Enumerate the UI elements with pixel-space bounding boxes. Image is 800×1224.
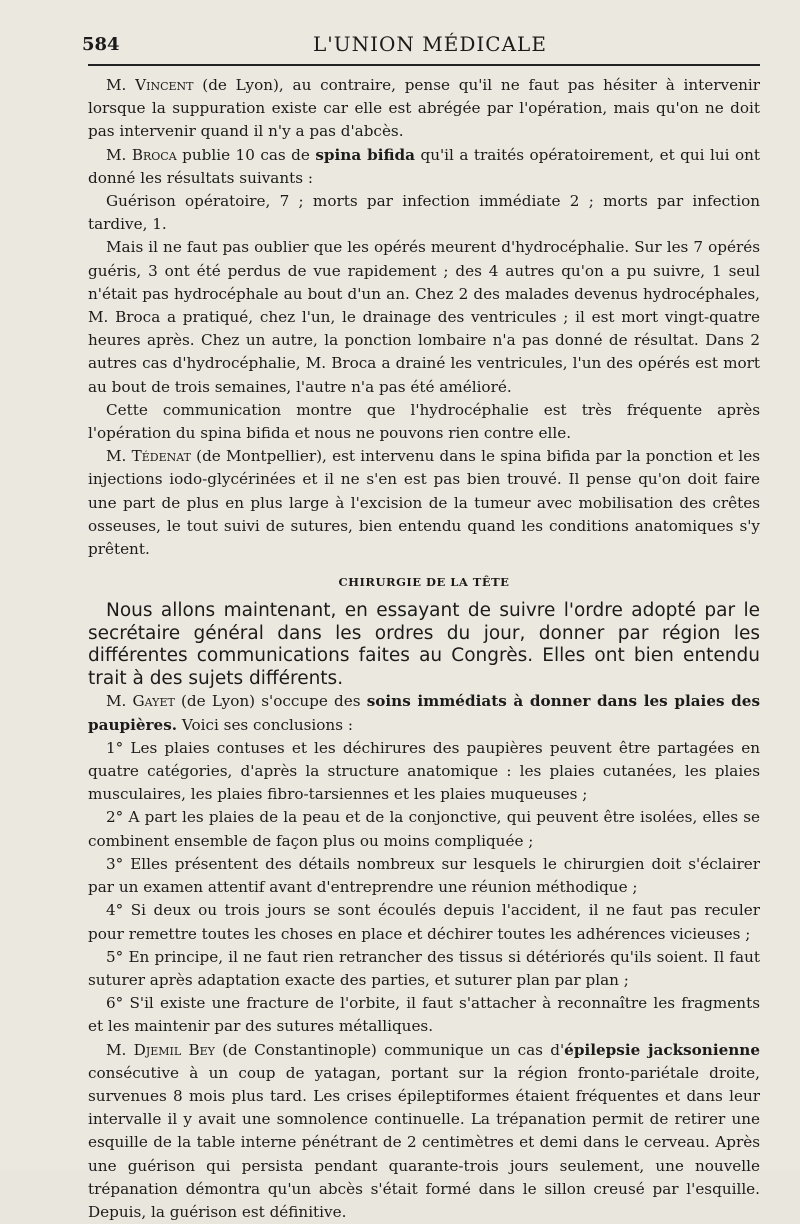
paragraph-gayet — [88, 690, 760, 736]
emphasis-term: spina bifida — [315, 145, 416, 164]
conclusion-item: 3° Elles présentent des détails nombreux sur lesquels le chirurgien doit s'éclairer par un examen attentif avant d'entreprendre une réunion méthodique ; — [88, 854, 760, 897]
author-name: M. Broca — [106, 145, 177, 164]
paragraph-tedenat — [88, 445, 760, 561]
paragraph-text: qu'il a traités opératoirement, et qui lui ont donné les résultats suivants : — [88, 145, 760, 187]
author-name: M. Vincent — [106, 76, 194, 94]
paragraph-results: Guérison opératoire, 7 ; morts par infection immédiate 2 ; morts par infection tardive, 1. — [88, 192, 760, 234]
conclusion-item: 5° En principe, il ne faut rien retrancher des tissus si détériorés qu'ils soient. Il faut suturer après adaptation exacte des parties, et suturer plan par plan ; — [88, 947, 760, 989]
conclusion-item: 4° Si deux ou trois jours se sont écoulés depuis l'accident, il ne faut pas reculer pour remettre toutes les choses en place et déchirer toutes les adhérences vicieuses ; — [88, 901, 760, 943]
paragraph-broca — [88, 144, 760, 190]
paragraph-text: (de Constantinople) communique un cas d' — [214, 1040, 565, 1059]
paragraph-hydrocephaly: Mais il ne faut pas oublier que les opérés meurent d'hydrocéphalie. Sur les 7 opérés guéris, 3 ont été perdus de vue rapidement ; des 4 autres qu'on a pu suivre, 1 seul n'était pas hydrocéphale au bout d'un an. Chez 2 des malades devenus hydrocéphales, M. Broca a pratiqué, chez l'un, le drainage des ventricules ; il est mort vingt-quatre heures après. Chez un autre, la ponction lombaire n'a pas donné de résultat. Dans 2 autres cas d'hydrocéphalie, M. Broca a drainé les ventricules, l'un des opérés est mort au bout de trois semaines, l'autre n'a pas été amélioré. — [88, 238, 760, 396]
conclusion-item: 1° Les plaies contuses et les déchirures des paupières peuvent être partagées en quatre catégories, d'après la structure anatomique : les plaies cutanées, les plaies musculaires, les plaies fibro-tarsiennes et les plaies muqueuses ; — [88, 738, 760, 804]
section-heading: CHIRURGIE DE LA TÊTE — [338, 575, 510, 590]
page-header — [82, 32, 760, 66]
body-text — [88, 74, 760, 1224]
conclusion-item: 2° A part les plaies de la peau et de la conjonctive, qui peuvent être isolées, elles se combinent ensemble de façon plus ou moins compliquée ; — [88, 808, 760, 850]
author-name: M. Tédenat — [106, 447, 191, 466]
paragraph-text: (de Lyon) s'occupe des — [174, 692, 367, 711]
paragraph-text: (de Montpellier), est intervenu dans le spina bifida par la ponction et les injections iodo-glycérinées et il ne s'en est pas bien trouvé. Il pense qu'on doit faire une part de plus en plus large à l'excision de la tumeur avec mobilisation des crêtes osseuses, le tout suivi de sutures, bien entendu quand les conditions anatomiques s'y prêtent. — [88, 447, 760, 559]
paragraph-text: publie 10 cas de — [176, 145, 316, 164]
paragraph-djemil — [88, 1039, 760, 1224]
author-name: M. Djemil Bey — [106, 1040, 215, 1059]
author-name: M. Gayet — [106, 692, 175, 711]
paragraph-conclusion: Cette communication montre que l'hydrocéphalie est très fréquente après l'opération du spina bifida et nous ne pouvons rien contre elle. — [88, 400, 760, 443]
page-number: 584 — [82, 34, 120, 55]
lead-paragraph: Nous allons maintenant, en essayant de suivre l'ordre adopté par le secrétaire général dans les ordres du jour, donner par région les différentes communications faites au Congrès. Elles ont bien entendu trait à des sujets différents. — [88, 600, 760, 689]
emphasis-term: épilepsie jacksonienne — [564, 1040, 761, 1059]
paragraph-text: consécutive à un coup de yatagan, portant sur la région fronto-pariétale droite, survenues 8 mois plus tard. Les crises épileptiformes étaient fréquentes et dans leur intervalle il y avait une somnolence continuelle. La trépanation permit de retirer une esquille de la table interne pénétrant de 2 centimètres et demi dans le cerveau. Après une guérison qui persista pendant quarante-trois jours seulement, une nouvelle trépanation démontra qu'un abcès s'était formé dans le sillon creusé par l'esquille. Depuis, la guérison est définitive. — [88, 1063, 760, 1221]
emphasis-term: soins immédiats à donner dans les plaies des paupières. — [88, 692, 760, 734]
paragraph-text: (de Lyon), au contraire, pense qu'il ne faut pas hésiter à intervenir lorsque la suppuration existe car elle est abrégée par l'opération, mais qu'on ne doit pas intervenir quand il n'y a pas d'abcès. — [88, 76, 760, 141]
paragraph-vincent — [88, 74, 760, 144]
conclusion-item: 6° S'il existe une fracture de l'orbite, il faut s'attacher à reconnaître les fragments et les maintenir par des sutures métalliques. — [88, 994, 760, 1036]
paragraph-text: Voici ses conclusions : — [177, 715, 353, 734]
running-title: L'UNION MÉDICALE — [313, 32, 547, 56]
